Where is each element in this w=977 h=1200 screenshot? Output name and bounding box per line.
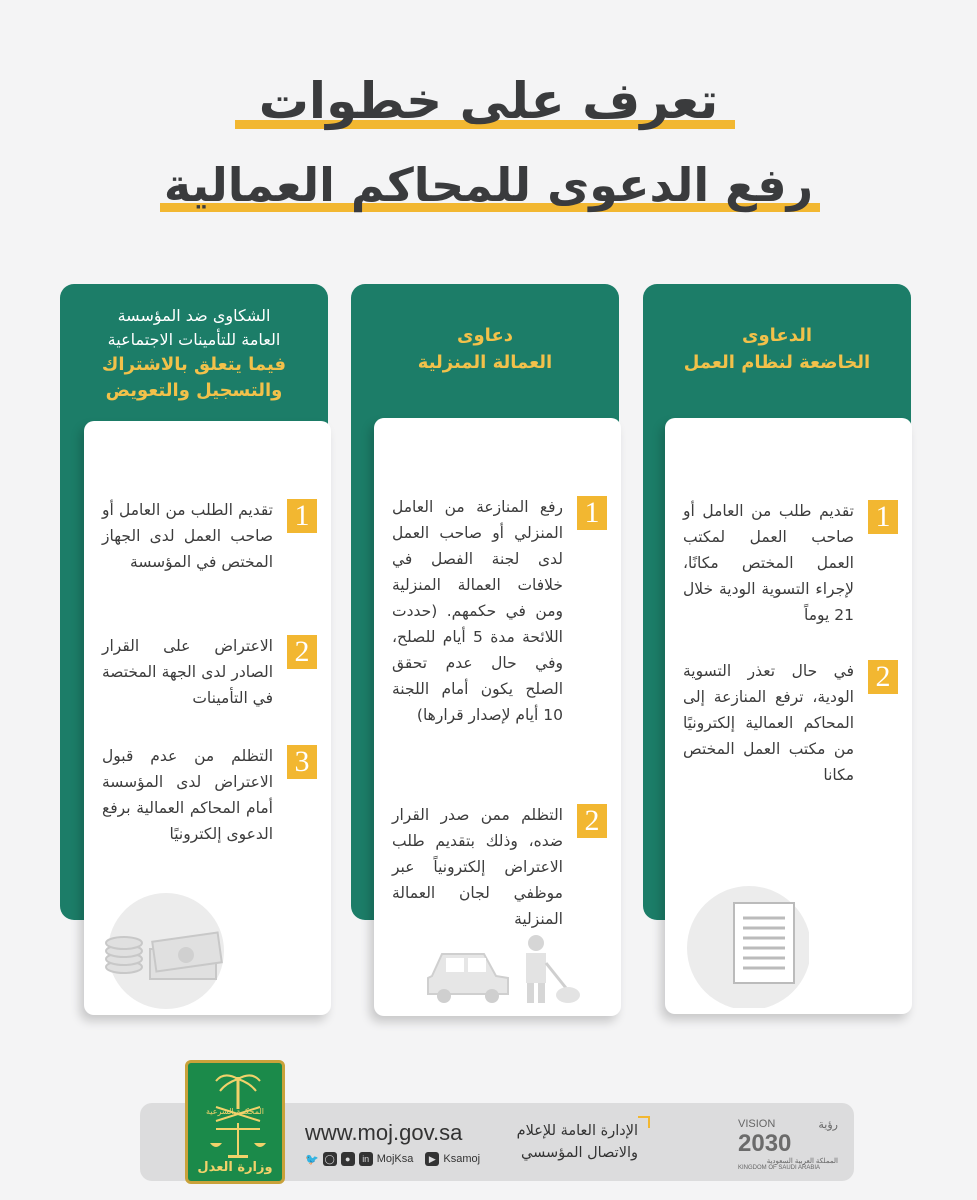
step-text: تقديم طلب من العامل أو صاحب العمل لمكتب العمل المختص مكانًا، لإجراء التسوية الودية خلال 21 يوماً (683, 502, 854, 624)
step-2 (392, 802, 607, 932)
column-title: الدعاوى الخاضعة لنظام العمل (683, 325, 871, 373)
vision-label: VISION (738, 1118, 776, 1130)
dept-corner-mark (638, 1116, 650, 1128)
logo-name: وزارة العدل (197, 1160, 273, 1175)
social-handle-mojksa[interactable]: MojKsa (376, 1153, 414, 1165)
page-title-line1: تعرف على خطوات (258, 72, 719, 130)
step-number: 1 (868, 500, 898, 534)
linkedin-icon[interactable]: in (359, 1152, 373, 1166)
youtube-icon[interactable]: ▶ (425, 1152, 439, 1166)
step-number: 3 (287, 745, 317, 779)
card-labor-law (665, 418, 912, 1014)
social-links (305, 1152, 480, 1166)
step-number: 2 (287, 635, 317, 669)
twitter-icon[interactable]: 🐦 (305, 1153, 319, 1166)
step-text: التظلم من عدم قبول الاعتراض لدى المؤسسة أمام المحاكم العمالية برفع الدعوى إلكترونيًا (102, 747, 273, 843)
step-3 (102, 743, 317, 847)
page-title-line2: رفع الدعوى للمحاكم العمالية (163, 158, 814, 212)
card-social-insurance (84, 421, 331, 1015)
step-1 (683, 498, 898, 628)
step-2 (102, 633, 317, 711)
vision-2030-logo (738, 1118, 838, 1171)
website-link[interactable]: www.moj.gov.sa (305, 1120, 463, 1145)
step-1 (102, 497, 317, 575)
step-1 (392, 494, 607, 728)
column-title: دعاوى العمالة المنزلية (417, 325, 553, 373)
step-number: 1 (577, 496, 607, 530)
column-title: الشكاوى ضد المؤسسة العامة للتأمينات الاجتماعية فيما يتعلق بالاشتراك والتسجيل والتعويض (101, 306, 287, 401)
ministry-logo (185, 1060, 285, 1184)
car-icon (424, 936, 514, 1006)
step-number: 2 (577, 804, 607, 838)
palm-swords-emblem-icon (210, 1069, 266, 1129)
snapchat-icon[interactable]: ● (341, 1152, 355, 1166)
step-number: 2 (868, 660, 898, 694)
scales-icon (208, 1121, 268, 1159)
step-text: تقديم الطلب من العامل أو صاحب العمل لدى الجهاز المختص في المؤسسة (102, 501, 273, 571)
step-2 (683, 658, 898, 788)
instagram-icon[interactable]: ◯ (324, 1154, 335, 1164)
step-number: 1 (287, 499, 317, 533)
department-name: الإدارة العامة للإعلام والاتصال المؤسسي (516, 1123, 638, 1161)
vision-sub-en: KINGDOM OF SAUDI ARABIA (738, 1165, 821, 1171)
vision-label-ar: رؤية (818, 1119, 838, 1131)
step-text: في حال تعذر التسوية الودية، ترفع المنازعة إلى المحاكم العمالية إلكترونيًا من مكتب العمل المختص مكانا (683, 662, 854, 784)
social-handle-ksamoj[interactable]: Ksamoj (443, 1153, 481, 1165)
vision-sub-ar: المملكة العربية السعودية (766, 1158, 838, 1165)
cleaner-icon (514, 933, 584, 1008)
document-icon (679, 878, 809, 1008)
money-icon (98, 887, 228, 1012)
step-text: التظلم ممن صدر القرار ضده، وذلك بتقديم طلب الاعتراض إلكترونياً عبر موظفي لجان العمالة المنزلية (392, 806, 563, 928)
logo-motto: المحكمة الشرعية (205, 1107, 264, 1116)
card-domestic-workers (374, 418, 621, 1016)
step-text: الاعتراض على القرار الصادر لدى الجهة المختصة في التأمينات (102, 637, 273, 707)
vision-year: 2030 (738, 1130, 792, 1157)
step-text: رفع المنازعة من العامل المنزلي أو صاحب العمل لدى لجنة الفصل في خلافات العمالة المنزلية ومن في حكمهم. (حددت اللائحة مدة 5 أيام للصلح، وفي حال عدم تحقق الصلح يكون أمام اللجنة 10 أيام لإصدار قرارها) (392, 498, 563, 724)
